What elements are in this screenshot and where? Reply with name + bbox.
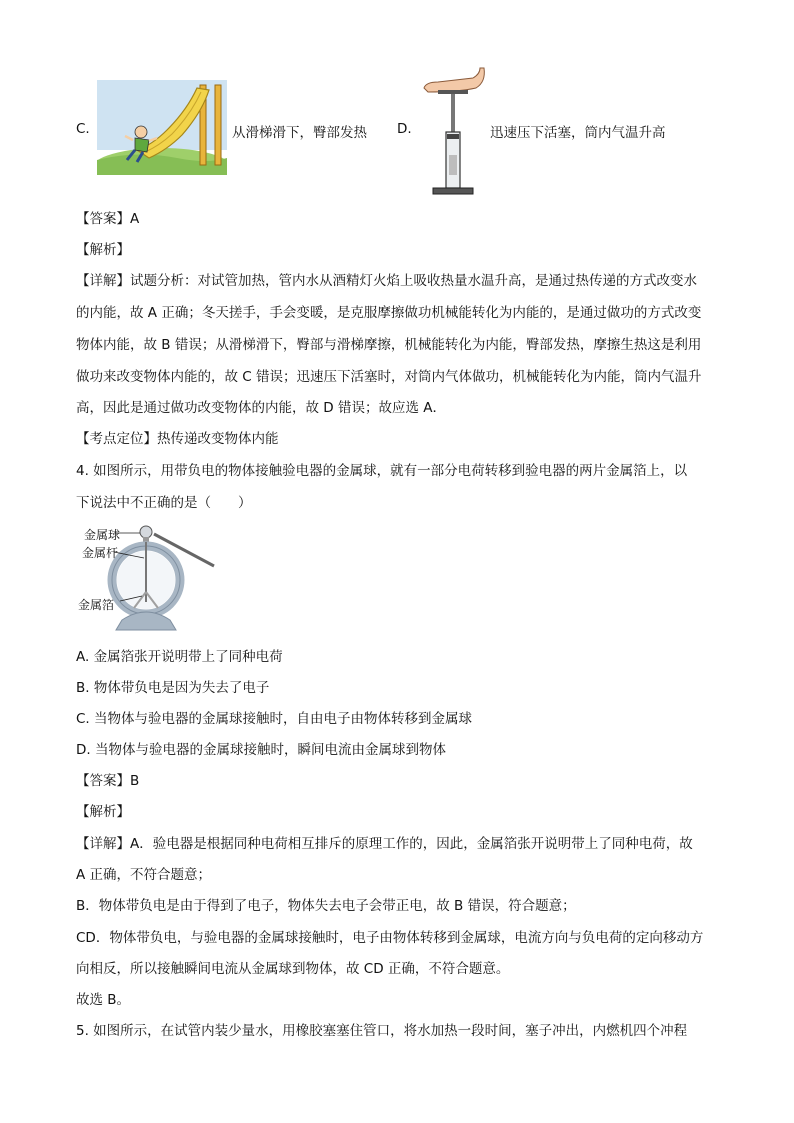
slide-illustration [97,80,227,175]
label-metal-ball: 金属球 [84,528,121,542]
q4-detail-line-3: B．物体带负电是由于得到了电子，物体失去电子会带正电，故 B 错误，符合题意； [76,898,576,914]
q4-answer: 【答案】B [76,773,140,789]
piston-cylinder-image [418,60,488,200]
q4-detail-line-5: 向相反，所以接触瞬间电流从金属球到物体，故 CD 正确，不符合题意。 [76,961,510,977]
q3-detail-line-3: 物体内能，故 B 错误；从滑梯滑下，臀部与滑梯摩擦，机械能转化为内能，臀部发热，摩擦生热这是利用 [76,337,702,353]
child-on-slide-image [97,80,227,175]
q4-detail-line-6: 故选 B。 [76,992,131,1008]
q3-detail-line-4: 做功来改变物体内能的，故 C 错误；迅速压下活塞时，对筒内气体做功，机械能转化为内能，筒内气温升 [76,369,702,385]
q4-analysis-title: 【解析】 [76,804,130,820]
q4-stem-line-1: 4. 如图所示，用带负电的物体接触验电器的金属球，就有一部分电荷转移到验电器的两片金属箔上，以 [76,463,688,479]
q4-detail-line-2: A 正确，不符合题意； [76,867,212,883]
q3-answer: 【答案】A [76,211,140,227]
q4-option-d: D. 当物体与验电器的金属球接触时，瞬间电流由金属球到物体 [76,742,446,758]
q4-option-a: A. 金属箔张开说明带上了同种电荷 [76,649,283,665]
q4-detail-line-4: CD．物体带负电，与验电器的金属球接触时，电子由物体转移到金属球，电流方向与负电荷的定向移动方 [76,930,704,946]
q3-detail-line-1: 【详解】试题分析：对试管加热，管内水从酒精灯火焰上吸收热量水温升高，是通过热传递的方式改变水 [76,273,697,289]
electroscope-figure [76,522,226,634]
q5-stem-line-1: 5. 如图所示，在试管内装少量水，用橡胶塞塞住管口，将水加热一段时间，塞子冲出，内燃机四个冲程 [76,1023,688,1039]
option-d-text: 迅速压下活塞，筒内气温升高 [490,125,666,141]
option-c-text: 从滑梯滑下，臀部发热 [232,125,367,141]
label-metal-rod: 金属杆 [82,546,119,560]
q4-detail-line-1: 【详解】A．验电器是根据同种电荷相互排斥的原理工作的，因此，金属箔张开说明带上了同种电荷，故 [76,836,693,852]
q3-point: 【考点定位】热传递改变物体内能 [76,431,279,447]
q4-option-b: B. 物体带负电是因为失去了电子 [76,680,270,696]
label-metal-foil: 金属箔 [78,598,115,612]
q3-analysis-title: 【解析】 [76,242,130,258]
option-c-label: C. [76,121,90,137]
q4-stem-line-2: 下说法中不正确的是（ ） [76,495,252,511]
q3-detail-line-5: 高，因此是通过做功改变物体的内能，故 D 错误；故应选 A． [76,400,447,416]
option-d-label: D. [397,121,412,137]
q3-detail-line-2: 的内能，故 A 正确；冬天搓手，手会变暖，是克服摩擦做功机械能转化为内能的，是通过做功的方式改变 [76,305,702,321]
piston-cylinder-illustration [418,60,488,200]
q4-option-c: C. 当物体与验电器的金属球接触时，自由电子由物体转移到金属球 [76,711,473,727]
